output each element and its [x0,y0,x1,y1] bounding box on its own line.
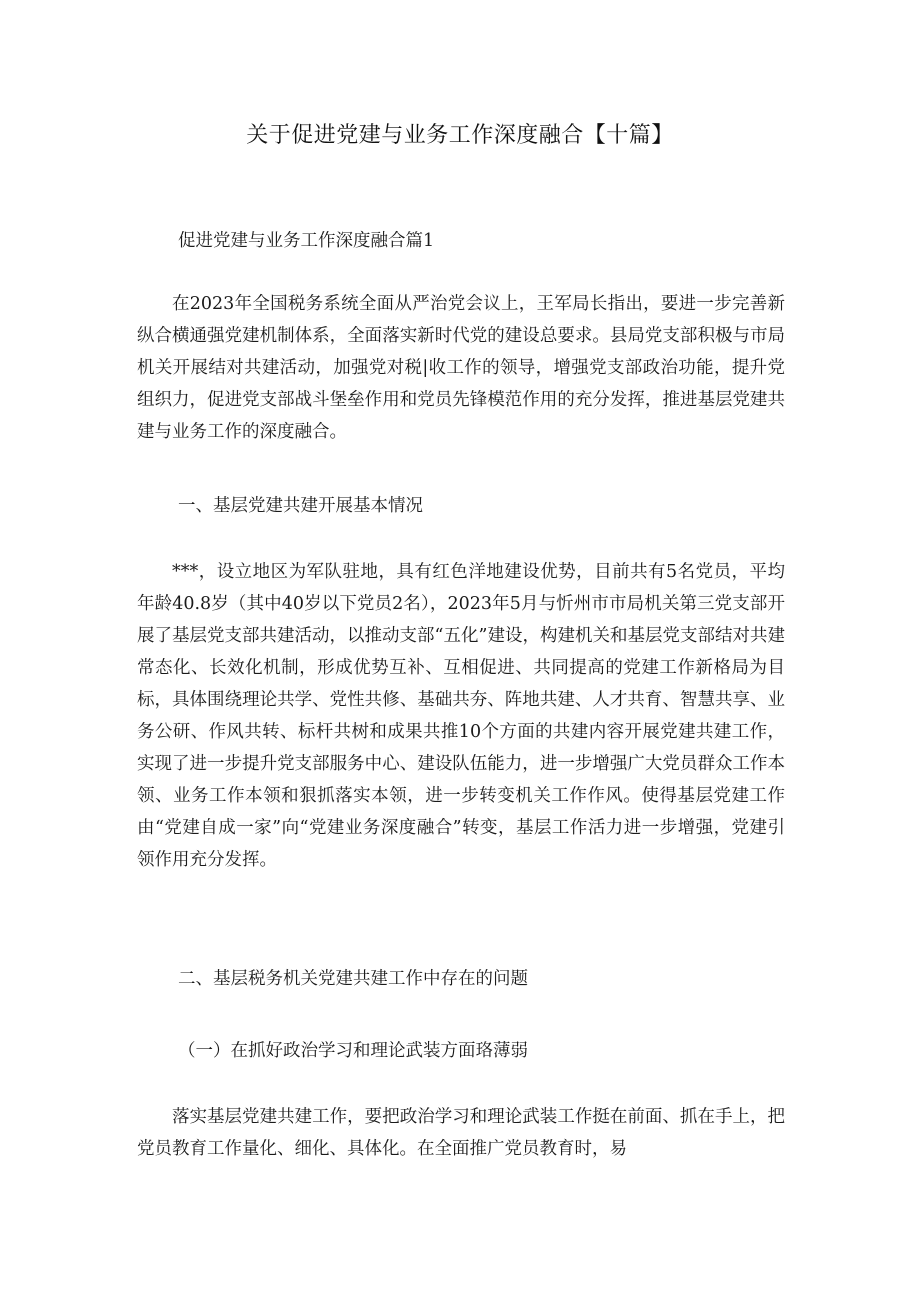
document-title: 关于促进党建与业务工作深度融合【十篇】 [246,123,674,148]
paragraph-basic-situation: ***，设立地区为军队驻地，具有红色洋地建设优势，目前共有5名党员，平均年龄40.8岁（其中40岁以下党员2名），2023年5月与忻州市市局机关第三党支部开展了基层党支部共建活动，以推动支部“五化”建设，构建机关和基层党支部结对共建常态化、长效化机制，形成优势互补、互相促进、共同提高的党建工作新格局为目标，具体围绕理论共学、党性共修、基础共夯、阵地共建、人才共育、智慧共享、业务公研、作风共转、标杆共树和成果共推10个方面的共建内容开展党建共建工作，实现了进一步提升党支部服务中心、建设队伍能力，进一步增强广大党员群众工作本领、业务工作本领和狠抓落实本领，进一步转变机关工作作风。使得基层党建工作由“党建自成一家”向“党建业务深度融合”转变，基层工作活力进一步增强，党建引领作用充分发挥。 [137,562,785,870]
paragraph-political-study: 落实基层党建共建工作，要把政治学习和理论武装工作挺在前面、抓在手上，把党员教育工作量化、细化、具体化。在全面推广党员教育时，易 [137,1107,785,1159]
section-title: 促进党建与业务工作深度融合篇1 [178,231,435,251]
heading-basic-situation: 一、基层党建共建开展基本情况 [178,496,423,516]
heading-problems: 二、基层税务机关党建共建工作中存在的问题 [178,969,528,989]
paragraph-intro: 在2023年全国税务系统全面从严治党会议上，王军局长指出，要进一步完善新纵合横通强党建机制体系，全面落实新时代党的建设总要求。县局党支部积极与市局机关开展结对共建活动，加强党对税|收工作的领导，增强党支部政治功能，提升党组织力，促进党支部战斗堡垒作用和党员先锋模范作用的充分发挥，推进基层党建共建与业务工作的深度融合。 [137,294,785,442]
sub-heading-political-study: （一）在抓好政治学习和理论武装方面珞薄弱 [178,1041,528,1061]
